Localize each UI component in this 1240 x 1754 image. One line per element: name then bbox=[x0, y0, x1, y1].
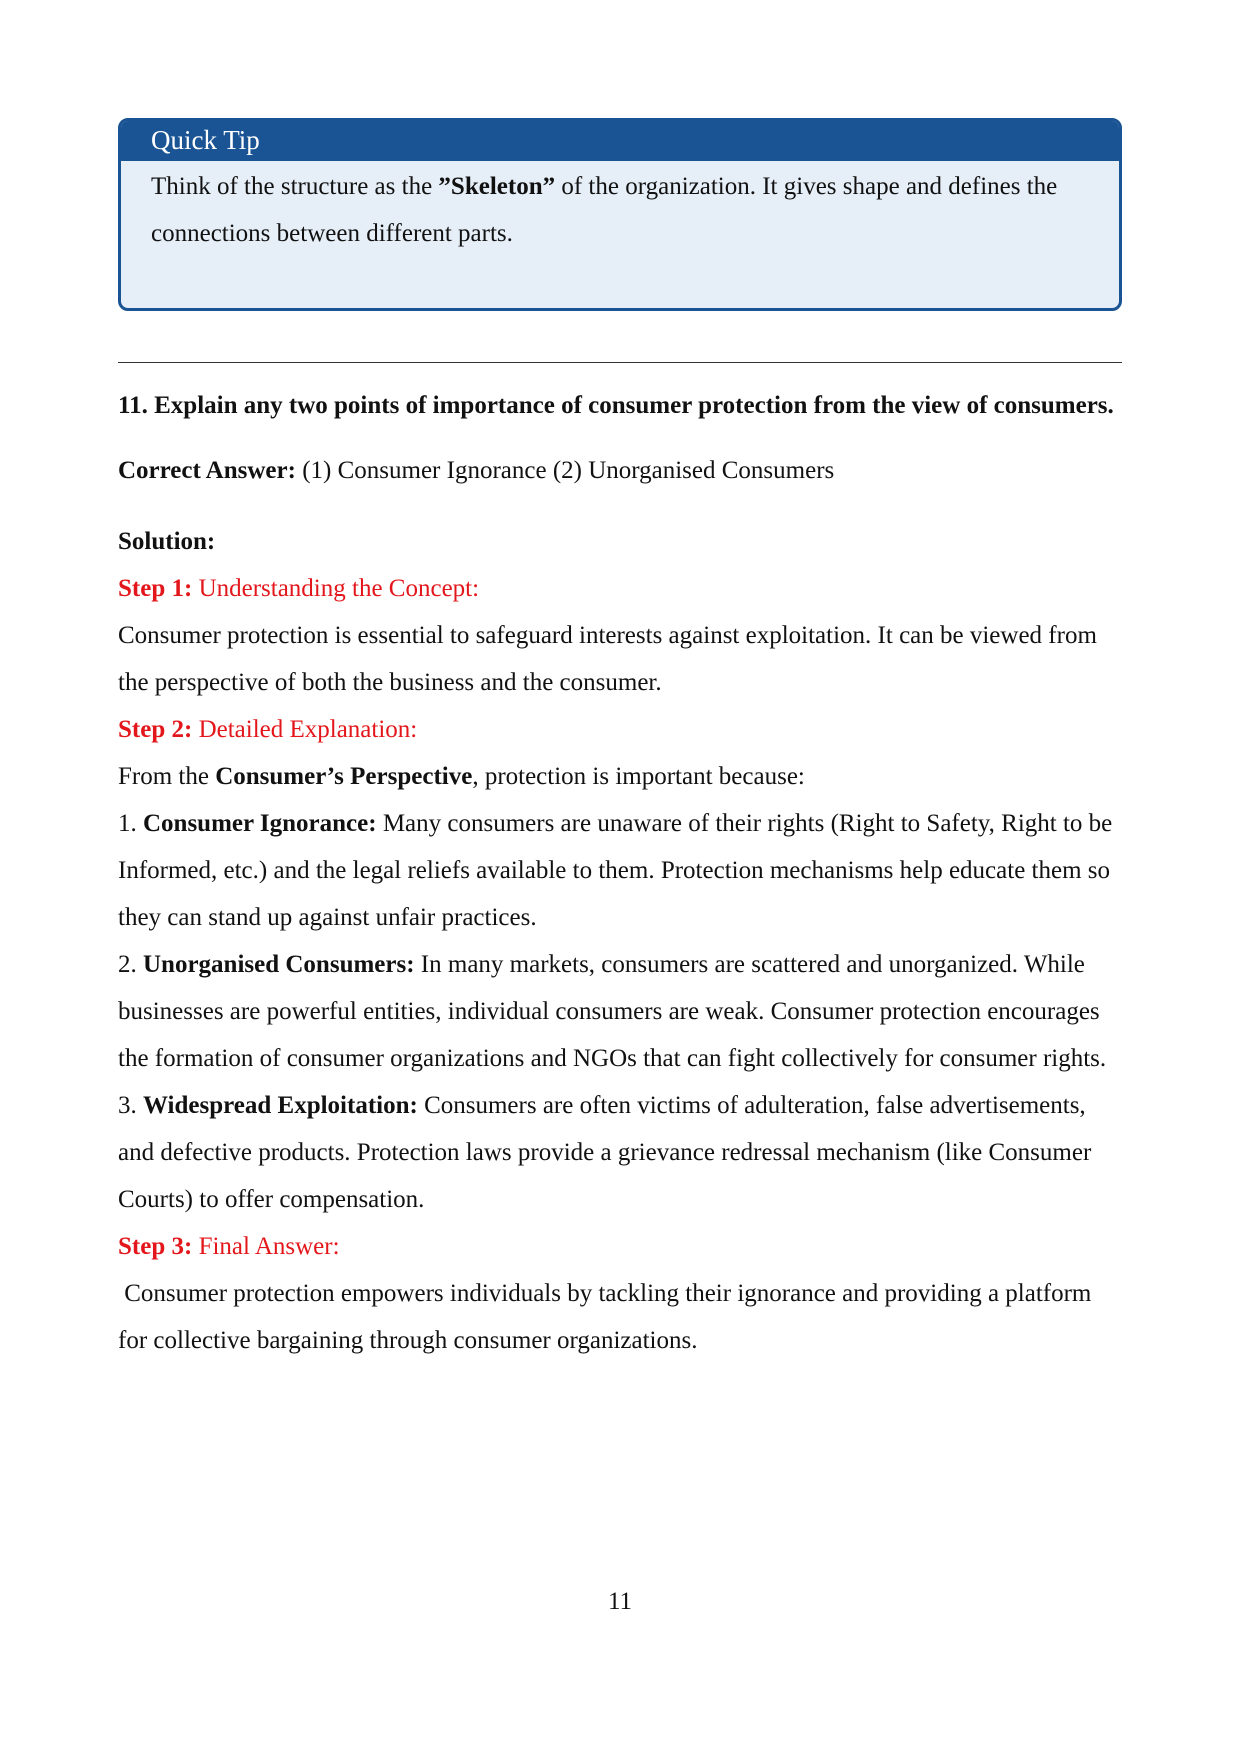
step-3-text: Consumer protection empowers individuals by tackling their ignorance and providing a platform for collective bargaining through consumer organizations. bbox=[118, 1280, 1098, 1354]
quick-tip-text bbox=[121, 161, 1119, 257]
quick-tip-text-end: of the organization. It gives shape and defines the connections between different parts. bbox=[151, 173, 1058, 247]
step-2-heading bbox=[118, 706, 1122, 753]
quick-tip-emphasis: ”Skeleton” bbox=[438, 173, 556, 200]
step-1-title: Understanding the Concept: bbox=[192, 575, 480, 602]
section-divider bbox=[118, 362, 1122, 363]
step-1-heading bbox=[118, 565, 1122, 612]
quick-tip-box bbox=[118, 118, 1122, 311]
step-3-label: Step 3: bbox=[118, 1233, 193, 1260]
step-2-label: Step 2: bbox=[118, 716, 193, 743]
point-1 bbox=[118, 800, 1122, 941]
correct-answer bbox=[118, 447, 1122, 494]
point-3 bbox=[118, 1082, 1122, 1223]
step-3-title: Final Answer: bbox=[192, 1233, 340, 1260]
solution-heading: Solution: bbox=[118, 528, 216, 555]
point-2-text: In many markets, consumers are scattered and unorganized. While businesses are powerful entities, individual consumers are weak. Consumer protection encourages the formation of consumer organizations and NGOs that can fight collectively for consumer rights. bbox=[118, 951, 1107, 1072]
point-1-text: Many consumers are unaware of their rights (Right to Safety, Right to be Informed, etc.) and the legal reliefs available to them. Protection mechanisms help educate them so they can stand up against unfair practices. bbox=[118, 810, 1113, 931]
correct-answer-label: Correct Answer: bbox=[118, 457, 296, 484]
point-3-title: Widespread Exploitation: bbox=[143, 1092, 418, 1119]
step-2-intro-end: , protection is important because: bbox=[472, 763, 805, 790]
point-2-title: Unorganised Consumers: bbox=[143, 951, 415, 978]
point-3-text: Consumers are often victims of adulteration, false advertisements, and defective products. Protection laws provide a grievance redressal mechanism (like Consumer Courts) to offer compensation. bbox=[118, 1092, 1092, 1213]
quick-tip-title: Quick Tip bbox=[121, 121, 1119, 161]
question-section bbox=[118, 382, 1122, 1364]
step-1-text: Consumer protection is essential to safeguard interests against exploitation. It can be viewed from the perspective of both the business and the consumer. bbox=[118, 622, 1097, 696]
point-1-number: 1. bbox=[118, 810, 143, 837]
point-3-number: 3. bbox=[118, 1092, 143, 1119]
question-text: 11. Explain any two points of importance of consumer protection from the view of consumers. bbox=[118, 392, 1114, 419]
quick-tip-text-start: Think of the structure as the bbox=[151, 173, 439, 200]
page-content bbox=[118, 118, 1122, 1354]
step-2-intro-emphasis: Consumer’s Perspective bbox=[215, 763, 473, 790]
point-2 bbox=[118, 941, 1122, 1082]
step-2-intro-start: From the bbox=[118, 763, 216, 790]
step-2-title: Detailed Explanation: bbox=[192, 716, 418, 743]
point-1-title: Consumer Ignorance: bbox=[143, 810, 377, 837]
page-number: 11 bbox=[607, 1588, 633, 1615]
correct-answer-text: (1) Consumer Ignorance (2) Unorganised Consumers bbox=[295, 457, 835, 484]
step-1-label: Step 1: bbox=[118, 575, 193, 602]
step-2-intro bbox=[118, 753, 1122, 800]
step-3-heading bbox=[118, 1223, 1122, 1270]
point-2-number: 2. bbox=[118, 951, 143, 978]
